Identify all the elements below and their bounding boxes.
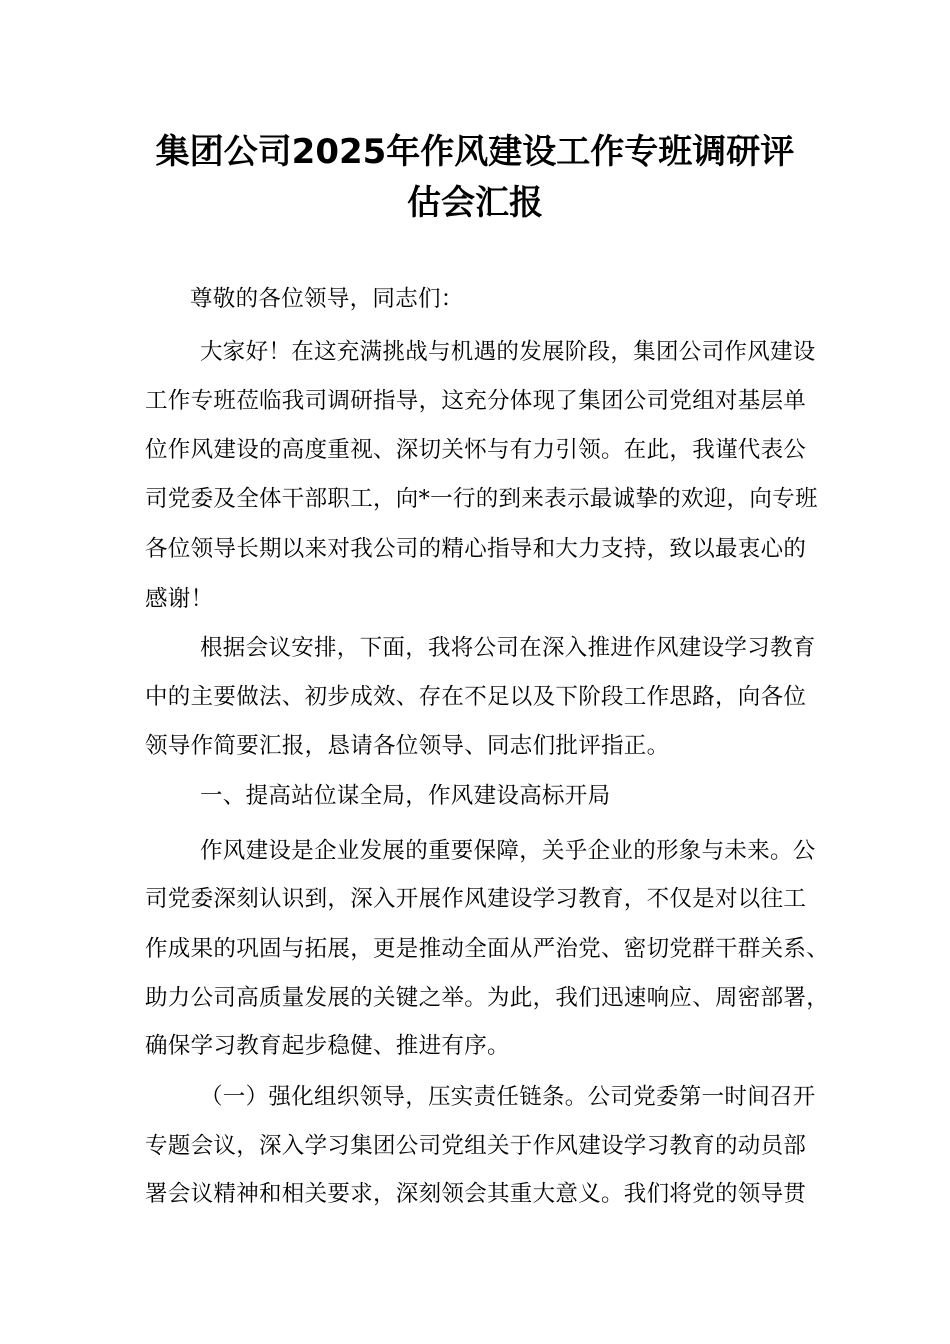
paragraph-3-line-1: 作风建设是企业发展的重要保障，关乎企业的形象与未来。公 bbox=[200, 838, 816, 864]
paragraph-1-line-1: 大家好！在这充满挑战与机遇的发展阶段，集团公司作风建设 bbox=[200, 339, 816, 365]
paragraph-2-line-2: 中的主要做法、初步成效、存在不足以及下阶段工作思路，向各位 bbox=[145, 684, 807, 710]
paragraph-1-line-6: 感谢！ bbox=[145, 586, 214, 612]
paragraph-2-line-1: 根据会议安排，下面，我将公司在深入推进作风建设学习教育 bbox=[200, 635, 816, 661]
paragraph-3-line-2: 司党委深刻认识到，深入开展作风建设学习教育，不仅是对以往工 bbox=[145, 886, 807, 912]
document-title-line-2: 估会汇报 bbox=[407, 183, 543, 223]
paragraph-1-line-5: 各位领导长期以来对我公司的精心指导和大力支持，致以最衷心的 bbox=[145, 536, 807, 562]
paragraph-3-line-5: 确保学习教育起步稳健、推进有序。 bbox=[145, 1033, 510, 1059]
paragraph-4-line-3: 署会议精神和相关要求，深刻领会其重大意义。我们将党的领导贯 bbox=[145, 1181, 807, 1207]
paragraph-3-line-4: 助力公司高质量发展的关键之举。为此，我们迅速响应、周密部署， bbox=[145, 985, 830, 1011]
paragraph-1-line-3: 位作风建设的高度重视、深切关怀与有力引领。在此，我谨代表公 bbox=[145, 437, 807, 463]
salutation: 尊敬的各位领导，同志们： bbox=[190, 286, 464, 312]
document-title-line-1: 集团公司2025年作风建设工作专班调研评 bbox=[155, 132, 795, 172]
paragraph-3-line-3: 作成果的巩固与拓展，更是推动全面从严治党、密切党群干群关系、 bbox=[145, 936, 830, 962]
paragraph-4-line-2: 专题会议，深入学习集团公司党组关于作风建设学习教育的动员部 bbox=[145, 1133, 807, 1159]
paragraph-4-line-1: （一）强化组织领导，压实责任链条。公司党委第一时间召开 bbox=[200, 1084, 816, 1110]
paragraph-1-line-4: 司党委及全体干部职工，向*一行的到来表示最诚挚的欢迎，向专班 bbox=[145, 486, 818, 512]
paragraph-1-line-2: 工作专班莅临我司调研指导，这充分体现了集团公司党组对基层单 bbox=[145, 388, 807, 414]
paragraph-2-line-3: 领导作简要汇报，恳请各位领导、同志们批评指正。 bbox=[145, 733, 670, 759]
section-heading-1: 一、提高站位谋全局，作风建设高标开局 bbox=[200, 783, 611, 809]
